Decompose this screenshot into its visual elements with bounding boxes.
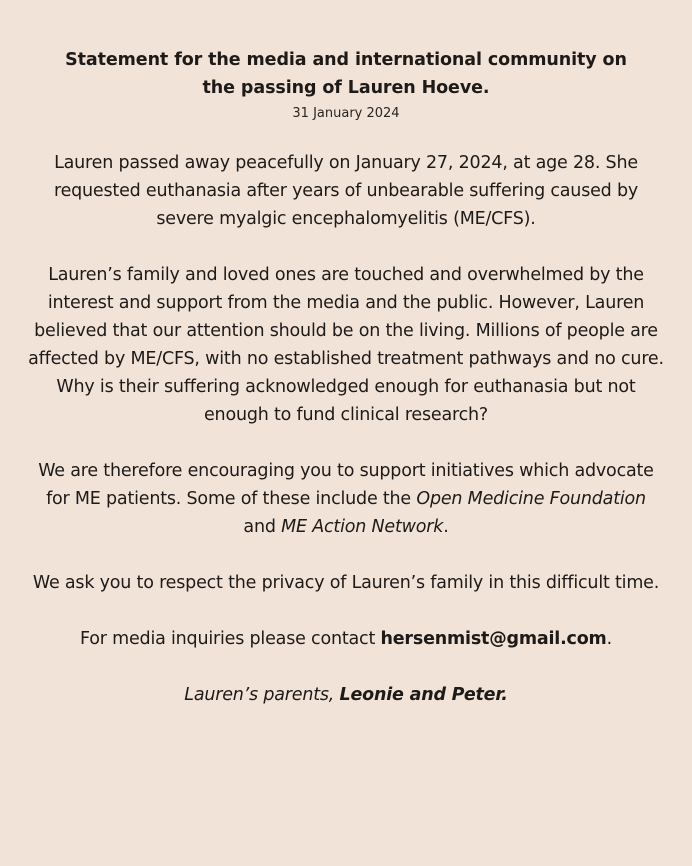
- initiatives-and: and: [243, 517, 276, 537]
- paragraph-media-contact: [28, 625, 664, 653]
- contact-email: hersenmist@gmail.com: [380, 629, 607, 649]
- paragraph-privacy: We ask you to respect the privacy of Lauren’s family in this difficult time.: [32, 573, 660, 593]
- initiatives-intro: We are therefore encouraging you to support initiatives which advocate for ME patients. Some of these include the: [38, 461, 654, 509]
- org-me-action-network: ME Action Network: [281, 517, 444, 537]
- signature-names: Leonie and Peter.: [339, 685, 508, 705]
- title-line-2: the passing of Lauren Hoeve.: [202, 78, 490, 98]
- paragraph-family-response: Lauren’s family and loved ones are touched and overwhelmed by the interest and support from the media and the public. However, Lauren believed that our attention should be on the living. Millions of people are affected by ME/CFS, with no established treatment pathways and no cure. Why is their suffering acknowledged enough for euthanasia but not enough to fund clinical research?: [28, 265, 664, 425]
- paragraph-passing: Lauren passed away peacefully on January 27, 2024, at age 28. She requested euthanasia after years of unbearable suffering caused by severe myalgic encephalomyelitis (ME/CFS).: [53, 153, 639, 229]
- org-open-medicine-foundation: Open Medicine Foundation: [416, 489, 646, 509]
- statement-date: 31 January 2024: [292, 106, 400, 121]
- contact-end: .: [606, 629, 612, 649]
- signature-intro: Lauren’s parents,: [184, 685, 335, 705]
- initiatives-end: .: [443, 517, 449, 537]
- statement-title: [28, 46, 664, 102]
- title-line-1: Statement for the media and international community on: [65, 50, 627, 70]
- contact-intro: For media inquiries please contact: [80, 629, 376, 649]
- paragraph-initiatives: [28, 457, 664, 541]
- signature: [28, 681, 664, 709]
